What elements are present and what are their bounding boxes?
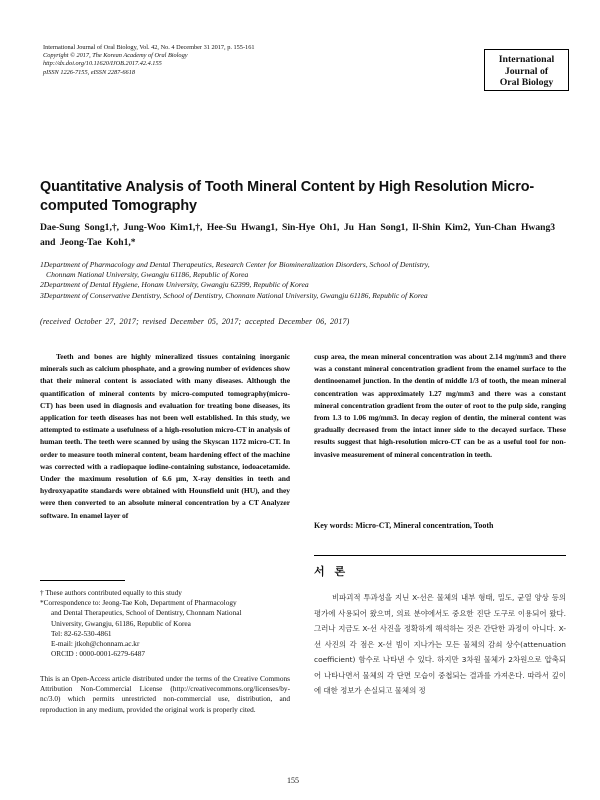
journal-logo-box (484, 49, 569, 91)
journal-box-line: Oral Biology (499, 77, 554, 88)
affiliations (40, 260, 570, 301)
section-heading-introduction: 서 론 (314, 565, 349, 578)
footnote-equal-contribution: † These authors contributed equally to this study (40, 588, 182, 597)
introduction-body: 비파괴적 투과성을 지닌 X-선은 물체의 내부 형태, 밀도, 균열 양상 등의 평가에 사용되어 왔으며, 의료 분야에서도 중요한 진단 도구로 이용되어 왔다. 그러나 지금도 X-선 사진을 정확하게 해석하는 것은 간단한 과정이 아니다. X-선 사진의 각 점은 X-선 빔이 지나가는 모든 물체의 감쇠 상수(attenuation coefficient) 함수로 나타낸 수 있다. 하지만 3차원 물체가 2차원으로 압축되어 나타나면서 물체의 각 단면 모습이 중첩되는 결과를 가져온다. 따라서 깊이에 대한 정보가 손실되고 물체의 정 (314, 593, 566, 695)
abstract-right-column: cusp area, the mean mineral concentration was about 2.14 mg/mm3 and there was a constant mineral concentration gradient from the enamel surface to the dentinoenamel junction. In the dentin of middle 1/3 of tooth, the mean mineral concentration was approximately 1.27 mg/mm3 and there was a constant mineral concentration gradient from the outer of root to the pulp side, ranging from 1.3 to 1.06 mg/mm3. In decay region of dentin, the mineral content was gradually decreased from the intact inner side to the decayed surface. These results suggest that high-resolution micro-CT can be as a useful tool for non-invasive measurement of mineral concentration in teeth. (314, 352, 566, 459)
affiliation-3: 3Department of Conservative Dentistry, School of Dentistry, Chonnam National University, Gwangju 61186, Republic of Korea (40, 290, 428, 300)
footnote-correspondence: *Correspondence to: Jeong-Tae Koh, Department of Pharmacology (40, 598, 237, 608)
header-copyright: Copyright © 2017, The Korean Academy of Oral Biology (43, 52, 188, 60)
received-dates: (received October 27, 2017; revised December 05, 2017; accepted December 06, 2017) (40, 317, 350, 326)
keywords: Key words: Micro-CT, Mineral concentration, Tooth (314, 521, 494, 530)
footnote-divider (40, 580, 125, 581)
journal-header (43, 44, 255, 77)
header-issn: pISSN 1226-7155, eISSN 2287-6618 (43, 68, 135, 76)
header-citation: International Journal of Oral Biology, Vol. 42, No. 4 December 31 2017, p. 155-161 (43, 44, 255, 51)
journal-box-line: International (498, 54, 555, 65)
header-doi[interactable]: http://dx.doi.org/10.11620/IJOB.2017.42.4.155 (43, 60, 162, 68)
footnote-tel: Tel: 82-62-530-4861 (51, 628, 112, 638)
article-title: Quantitative Analysis of Tooth Mineral Content by High Resolution Micro-computed Tomography (40, 179, 535, 214)
footnote-address: University, Gwangju, 61186, Republic of Korea (51, 618, 191, 628)
footnote-email[interactable]: E-mail: jtkoh@chonnam.ac.kr (51, 639, 140, 649)
license-statement: This is an Open-Access article distributed under the terms of the Creative Commons Attribution Non-Commercial License (http://creativecommons.org/licenses/by-nc/3.0) which permits unrestricted non-commercial use, distribution, and reproduction in any medium, provided the original work is properly cited. (40, 674, 290, 714)
footnotes (40, 588, 290, 659)
abstract-left-column: Teeth and bones are highly mineralized tissues containing inorganic minerals such as calcium phosphate, and a growing number of evidences show that their mineral content is associated with many diseases. Although the quantification of mineral contents by micro-computed tomography(micro- CT) has been used in diagnosis and evaluation for treating bone diseases, its application for teeth diseases has not been well established. In this study, we attempted to estimate a usefulness of a high-resolution micro-CT in analysis of human teeth. The teeth were scanned by using the Skyscan 1172 micro-CT. In order to measure tooth mineral content, beam hardening effect of the machine was corrected with a radiopaque iodine-containing substance, iodoacetamide. Under the maximum resolution of 6.6 μm, X-ray densities in teeth and hydroxyapatite standards were obtained with Hounsfield unit (HU), and they were then converted to an absolute mineral concentration by a CT Analyzer software. In enamel layer of (40, 352, 290, 520)
author-list: Dae-Sung Song1,†, Jung-Woo Kim1,†, Hee-Su Hwang1, Sin-Hye Oh1, Ju Han Song1, Il-Shin Kim2, Yun-Chan Hwang3 and Jeong-Tae Koh1,* (40, 222, 556, 248)
affiliation-1-cont: Chonnam National University, Gwangju 61186, Republic of Korea (46, 270, 249, 280)
affiliation-1: 1Department of Pharmacology and Dental Therapeutics, Research Center for Biomineralization Disorders, School of Dentistry, (40, 260, 430, 269)
page-number: 155 (287, 776, 299, 785)
section-divider (314, 555, 566, 556)
journal-box-line: Journal of (504, 65, 549, 77)
footnote-correspondence-cont: and Dental Therapeutics, School of Dentistry, Chonnam National (51, 608, 242, 618)
footnote-orcid: ORCID : 0000-0001-6279-6487 (51, 649, 146, 659)
affiliation-2: 2Department of Dental Hygiene, Honam University, Gwangju 62399, Republic of Korea (40, 280, 309, 290)
